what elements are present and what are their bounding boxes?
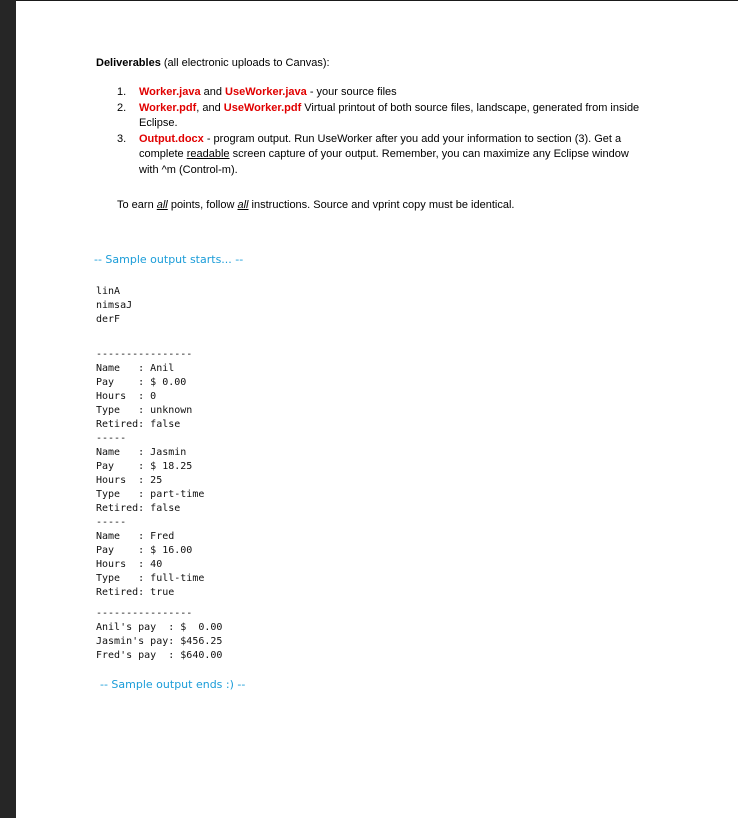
- list-number: 1.: [117, 86, 127, 98]
- window-left-edge: [0, 0, 16, 818]
- connector-text: and: [200, 86, 226, 98]
- item-description: Virtual printout of both source files, landscape, generated from inside Eclipse.: [139, 101, 640, 129]
- item-description: - your source files: [306, 86, 397, 98]
- earn-text: To earn: [117, 199, 157, 211]
- earn-text: points, follow: [167, 199, 238, 211]
- file-name: Worker.java: [139, 86, 201, 98]
- list-number: 2.: [117, 101, 127, 114]
- deliverables-heading: [96, 56, 330, 70]
- list-item: [117, 85, 647, 101]
- output-pay-summary: ---------------- Anil's pay : $ 0.00 Jasmin's pay: $456.25 Fred's pay : $640.00: [96, 608, 223, 662]
- sample-output-start: -- Sample output starts... --: [94, 253, 244, 266]
- item-description: - program output. Run UseWorker after you add your information to section (3). Get a complete: [139, 132, 622, 160]
- output-reversed-names: linA nimsaJ derF: [96, 286, 133, 326]
- list-item: [117, 132, 647, 179]
- output-worker-anil: ---------------- Name : Anil Pay : $ 0.00 Hours : 0 Type : unknown Retired: false: [96, 349, 193, 431]
- item-description-cont: screen capture of your output. Remember, you can maximize any Eclipse window with ^m (Control-m).: [139, 148, 629, 176]
- sample-output-end: -- Sample output ends :) --: [100, 678, 246, 691]
- earn-text: instructions. Source and vprint copy must be identical.: [248, 199, 515, 211]
- deliverables-note: (all electronic uploads to Canvas):: [160, 57, 330, 69]
- list-number: 3.: [117, 132, 127, 145]
- earn-points-note: [117, 198, 514, 212]
- connector-text: , and: [196, 101, 224, 114]
- output-worker-jasmin: ----- Name : Jasmin Pay : $ 18.25 Hours : 25 Type : part-time Retired: false: [96, 433, 205, 515]
- list-item: [117, 101, 647, 132]
- document-page: [16, 1, 738, 818]
- emphasis-all: all: [237, 199, 249, 211]
- deliverables-title: Deliverables: [96, 57, 161, 69]
- file-name: Worker.pdf: [139, 101, 197, 114]
- file-name: Output.docx: [139, 132, 204, 145]
- output-worker-fred: ----- Name : Fred Pay : $ 16.00 Hours : 40 Type : full-time Retired: true: [96, 517, 205, 599]
- file-name: UseWorker.java: [225, 86, 307, 98]
- file-name: UseWorker.pdf: [223, 101, 302, 114]
- deliverables-list: [117, 85, 647, 178]
- emphasis-all: all: [156, 199, 168, 211]
- underlined-word: readable: [186, 148, 230, 160]
